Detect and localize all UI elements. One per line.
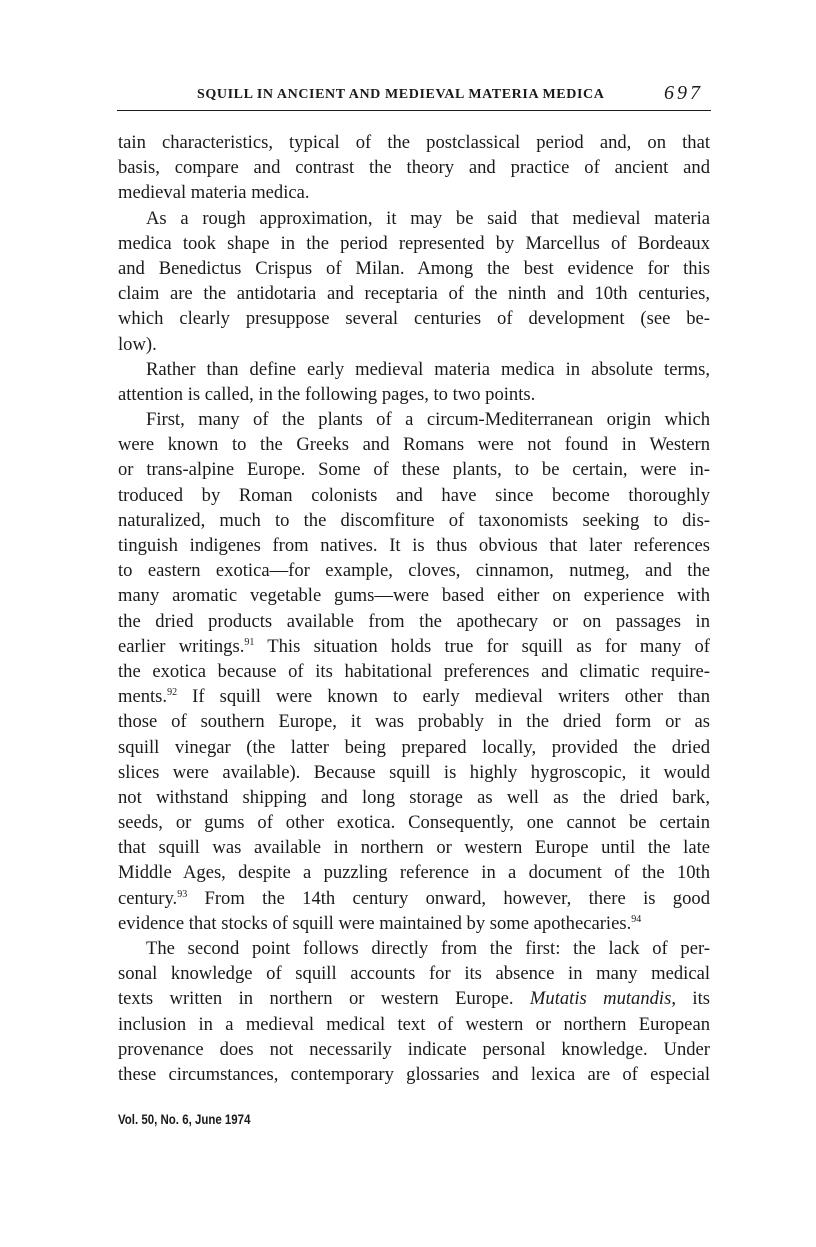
text-line: medieval materia medica. <box>118 182 310 204</box>
text-line: naturalized, much to the discomfiture of taxonomists seeking to dis- <box>118 509 710 531</box>
text-line: medica took shape in the period represented by Marcellus of Bordeaux <box>118 232 710 254</box>
text-line: squill vinegar (the latter being prepared locally, provided the dried <box>118 736 710 758</box>
text-line: claim are the antidotaria and receptaria of the ninth and 10th centuries, <box>118 283 710 305</box>
text-line: century.$^{93}$ From the 14th century onward, however, there is good <box>118 887 710 909</box>
text-line: low). <box>118 333 157 355</box>
text-line: which clearly presuppose several centuries of development (see be- <box>118 308 710 330</box>
text-line: these circumstances, contemporary glossaries and lexica are of especial <box>118 1063 710 1085</box>
latin-phrase: Mutatis mutandis <box>529 988 672 1010</box>
text-line: many aromatic vegetable gums—were based either on experience with <box>118 585 710 607</box>
text-line: that squill was available in northern or western Europe until the late <box>118 837 710 859</box>
running-head <box>117 80 711 111</box>
text-line: tain characteristics, typical of the postclassical period and, on that <box>118 132 710 153</box>
text-line: The second point follows directly from the first: the lack of per- <box>146 938 710 959</box>
text-line: attention is called, in the following pages, to two points. <box>118 383 536 405</box>
text-line: Middle Ages, despite a puzzling reference in a document of the 10th <box>118 862 710 884</box>
text-line: tinguish indigenes from natives. It is thus obvious that later references <box>118 535 710 556</box>
text-line: basis, compare and contrast the theory and practice of ancient and <box>118 157 710 179</box>
text-line: the exotica because of its habitational preferences and climatic require- <box>118 660 710 682</box>
footnote-ref: 92 <box>167 687 178 699</box>
text-line: inclusion in a medieval medical text of western or northern European <box>118 1013 710 1035</box>
text-line: and Benedictus Crispus of Milan. Among the best evidence for this <box>118 257 710 279</box>
text-line: those of southern Europe, it was probably in the dried form or as <box>118 711 710 733</box>
text-line: ments.$^{92}$ If squill were known to early medieval writers other than <box>118 686 710 708</box>
text-line: troduced by Roman colonists and have since become thoroughly <box>118 484 710 506</box>
running-title: SQUILL IN ANCIENT AND MEDIEVAL MATERIA MEDICA <box>197 87 605 102</box>
footnote-ref: 93 <box>177 888 188 900</box>
text-line: sonal knowledge of squill accounts for its absence in many medical <box>118 963 710 985</box>
text-line: the dried products available from the apothecary or on passages in <box>118 610 710 632</box>
text-line: not withstand shipping and long storage as well as the dried bark, <box>118 786 710 808</box>
text-line: were known to the Greeks and Romans were not found in Western <box>118 434 710 456</box>
text-line: Rather than define early medieval materia medica in absolute terms, <box>146 358 710 380</box>
body-text <box>118 130 710 1087</box>
text-line: to eastern exotica—for example, cloves, cinnamon, nutmeg, and the <box>118 560 710 582</box>
text-line: provenance does not necessarily indicate personal knowledge. Under <box>118 1038 710 1060</box>
text-line: First, many of the plants of a circum-Mediterranean origin which <box>146 409 710 431</box>
footnote-ref: 91 <box>244 636 255 648</box>
text-line: texts written in northern or western Europe. Mutatis mutandis, its <box>118 988 710 1010</box>
text-line: evidence that stocks of squill were maintained by some apothecaries.$^{94}$ <box>118 912 642 934</box>
text-line: seeds, or gums of other exotica. Consequently, one cannot be certain <box>118 812 710 834</box>
journal-citation: Vol. 50, No. 6, June 1974 <box>118 1112 251 1127</box>
page-number: 697 <box>664 82 703 104</box>
text-line: slices were available). Because squill is highly hygroscopic, it would <box>118 761 710 783</box>
text-line: or trans-alpine Europe. Some of these plants, to be certain, were in- <box>118 459 710 481</box>
text-line: As a rough approximation, it may be said that medieval materia <box>146 207 710 229</box>
text-line: earlier writings.$^{91}$ This situation holds true for squill as for many of <box>118 635 710 657</box>
footnote-ref: 94 <box>631 913 642 925</box>
